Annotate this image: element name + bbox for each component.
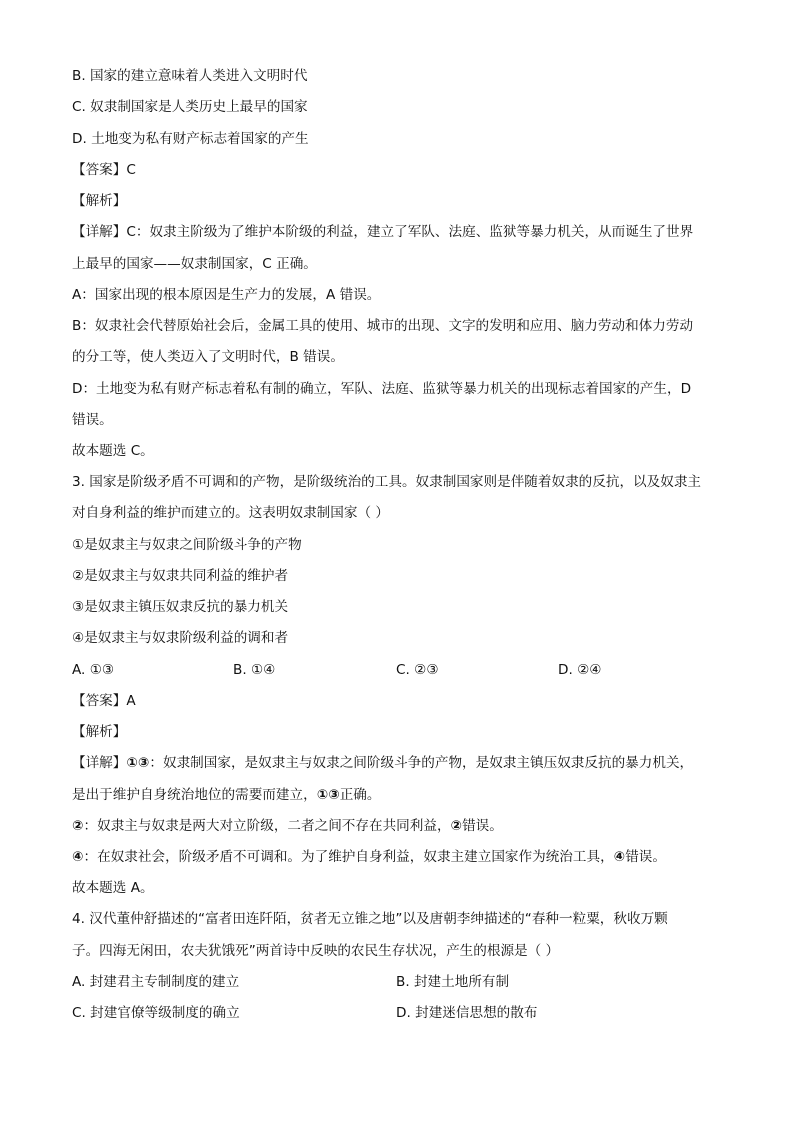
- q3-explain-4-mark2: ④: [613, 849, 626, 865]
- q3-item-4: ④是奴隶主与奴隶阶级利益的调和者: [72, 630, 289, 646]
- q3-item-2: ②是奴隶主与奴隶共同利益的维护者: [72, 568, 289, 584]
- q4-option-d: D. 封建迷信思想的散布: [396, 1005, 538, 1021]
- q3-explain-4-post: 错误。: [625, 849, 666, 865]
- q2-d-explain-line2: 错误。: [72, 412, 113, 428]
- q3-answer: 【答案】A: [72, 693, 136, 709]
- q4-option-a: A. 封建君主专制制度的建立: [72, 974, 240, 990]
- q3-conclusion: 故本题选 A。: [72, 880, 154, 896]
- q2-detail-line1: 【详解】C：奴隶主阶级为了维护本阶级的利益，建立了军队、法庭、监狱等暴力机关，从而诞生了世界: [72, 224, 694, 240]
- q3-detail-text: ：奴隶制国家，是奴隶主与奴隶之间阶级斗争的产物，是奴隶主镇压奴隶反抗的暴力机关，: [149, 755, 694, 771]
- q4-stem-line1: 4. 汉代董仲舒描述的“富者田连阡陌，贫者无立锥之地”以及唐朝李绅描述的“春种一粒粟，秋收万颗: [72, 911, 668, 927]
- q2-analysis-label: 【解析】: [72, 193, 127, 209]
- q3-analysis-label: 【解析】: [72, 724, 127, 740]
- q3-option-b: B. ①④: [233, 662, 276, 678]
- q3-detail-bold: ①③: [126, 755, 150, 771]
- q2-option-d: D. 土地变为私有财产标志着国家的产生: [72, 131, 309, 147]
- q3-detail-line2-post: 正确。: [339, 787, 381, 803]
- q4-option-c: C. 封建官僚等级制度的确立: [72, 1005, 240, 1021]
- q4-stem-line2: 子。四海无闲田，农夫犹饿死”两首诗中反映的农民生存状况，产生的根源是（ ）: [72, 943, 560, 959]
- q2-detail-line2: 上最早的国家——奴隶制国家，C 正确。: [72, 256, 317, 272]
- q3-detail-line2-pre: 是出于维护自身统治地位的需要而建立，: [72, 787, 317, 803]
- q2-b-explain-line1: B：奴隶社会代替原始社会后，金属工具的使用、城市的出现、文字的发明和应用、脑力劳动和体力劳动: [72, 318, 694, 334]
- q3-explain-4-mark: ④: [72, 849, 84, 865]
- q2-d-explain-line1: D：土地变为私有财产标志着私有制的确立，军队、法庭、监狱等暴力机关的出现标志着国家的产生，D: [72, 381, 692, 397]
- q3-option-a: A. ①③: [72, 662, 115, 678]
- q2-answer: 【答案】C: [72, 162, 136, 178]
- q4-option-b: B. 封建土地所有制: [396, 974, 510, 990]
- q3-stem-line1: 3. 国家是阶级矛盾不可调和的产物，是阶级统治的工具。奴隶制国家则是伴随着奴隶的反抗，以及奴隶主: [72, 474, 702, 490]
- q3-detail-label: 【详解】: [72, 755, 127, 771]
- q2-option-b: B. 国家的建立意味着人类进入文明时代: [72, 68, 308, 84]
- q3-detail-line2-bold: ①③: [316, 787, 340, 803]
- q3-detail-line2: [72, 785, 381, 805]
- q3-item-3: ③是奴隶主镇压奴隶反抗的暴力机关: [72, 599, 289, 615]
- q3-explain-4: [72, 847, 666, 867]
- q3-detail-line1: [72, 753, 693, 773]
- q3-explain-2-mark: ②: [72, 818, 84, 834]
- q2-b-explain-line2: 的分工等，使人类迈入了文明时代，B 错误。: [72, 349, 344, 365]
- q3-item-1: ①是奴隶主与奴隶之间阶级斗争的产物: [72, 537, 302, 553]
- q2-conclusion: 故本题选 C。: [72, 443, 154, 459]
- q3-explain-2-post: 错误。: [462, 818, 503, 834]
- q3-explain-2-text: ：奴隶主与奴隶是两大对立阶级，二者之间不存在共同利益，: [83, 818, 451, 834]
- q3-explain-2: [72, 816, 503, 836]
- q3-option-d: D. ②④: [558, 662, 602, 678]
- q3-explain-2-mark2: ②: [450, 818, 463, 834]
- q2-option-c: C. 奴隶制国家是人类历史上最早的国家: [72, 99, 308, 115]
- q3-option-c: C. ②③: [396, 662, 439, 678]
- q3-explain-4-text: ：在奴隶社会，阶级矛盾不可调和。为了维护自身利益，奴隶主建立国家作为统治工具，: [83, 849, 614, 865]
- q2-a-explain: A：国家出现的根本原因是生产力的发展，A 错误。: [72, 287, 381, 303]
- q3-stem-line2: 对自身利益的维护而建立的。这表明奴隶制国家（ ）: [72, 505, 389, 521]
